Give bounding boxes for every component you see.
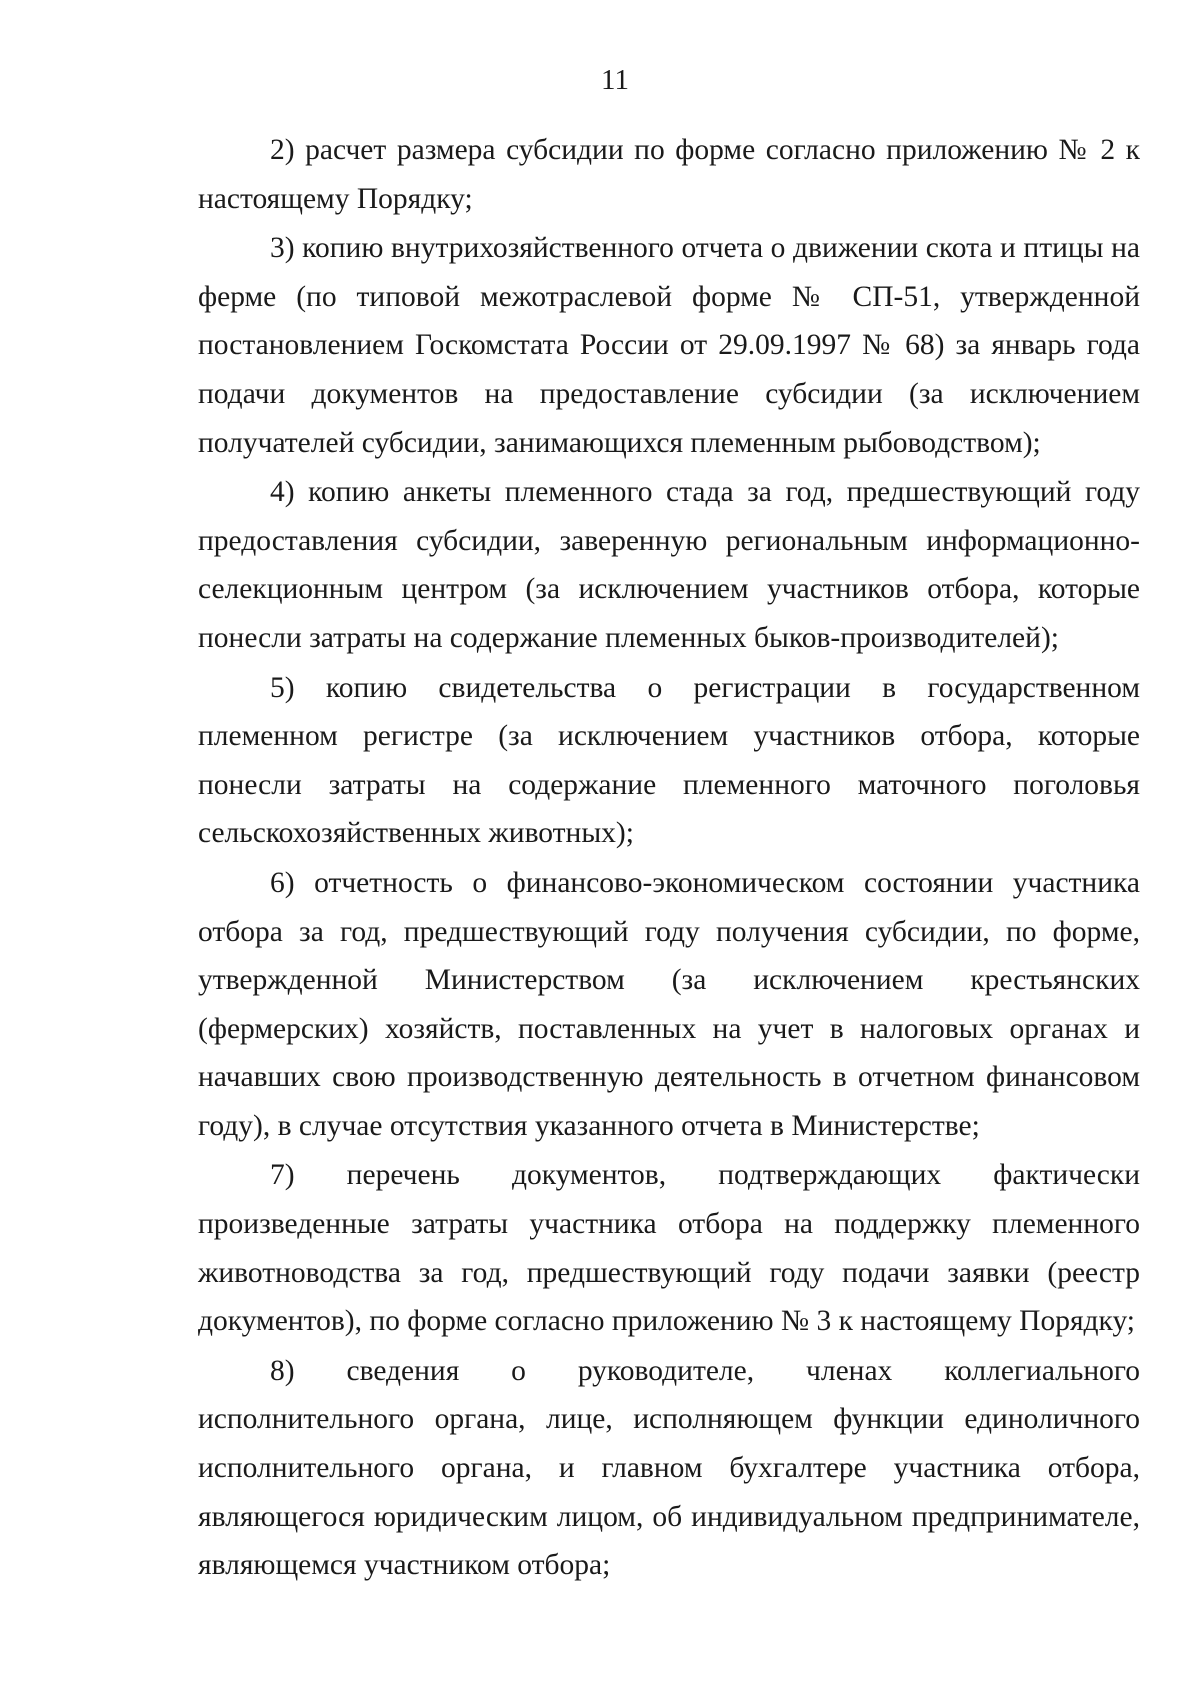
paragraph-item-4: 4) копию анкеты племенного стада за год, предшествующий году предоставления субсидии, заверенную региональным информационно-селекционным центром (за исключением участников отбора, которые понесли затраты на содержание племенных быков-производителей); xyxy=(198,476,1140,654)
paragraph-item-8: 8) сведения о руководителе, членах коллегиального исполнительного органа, лице, исполняющем функции единоличного исполнительного органа, и главном бухгалтере участника отбора, являющегося юридическим лицом, об индивидуальном предпринимателе, являющемся участником отбора; xyxy=(198,1354,1140,1582)
paragraph-item-7: 7) перечень документов, подтверждающих фактически произведенные затраты участника отбора на поддержку племенного животноводства за год, предшествующий году подачи заявки (реестр документов), по форме согласно приложению № 3 к настоящему Порядку; xyxy=(198,1159,1140,1338)
page-number: 11 xyxy=(601,64,629,96)
paragraph-item-3: 3) копию внутрихозяйственного отчета о движении скота и птицы на ферме (по типовой межотраслевой форме № СП-51, утвержденной постановлением Госкомстата России от 29.09.1997 № 68) за январь года подачи документов на предоставление субсидии (за исключением получателей субсидии, занимающихся племенным рыбоводством); xyxy=(198,232,1140,459)
paragraph-item-6: 6) отчетность о финансово-экономическом состоянии участника отбора за год, предшествующий году получения субсидии, по форме, утвержденной Министерством (за исключением крестьянских (фермерских) хозяйств, поставленных на учет в налоговых органах и начавших свою производственную деятельность в отчетном финансовом году), в случае отсутствия указанного отчета в Министерстве; xyxy=(198,866,1140,1142)
paragraph-item-5: 5) копию свидетельства о регистрации в государственном племенном регистре (за исключением участников отбора, которые понесли затраты на содержание племенного маточного поголовья сельскохозяйственных животных); xyxy=(198,671,1140,850)
paragraph-item-2: 2) расчет размера субсидии по форме согласно приложению № 2 к настоящему Порядку; xyxy=(198,134,1140,215)
document-body xyxy=(198,126,1140,1590)
